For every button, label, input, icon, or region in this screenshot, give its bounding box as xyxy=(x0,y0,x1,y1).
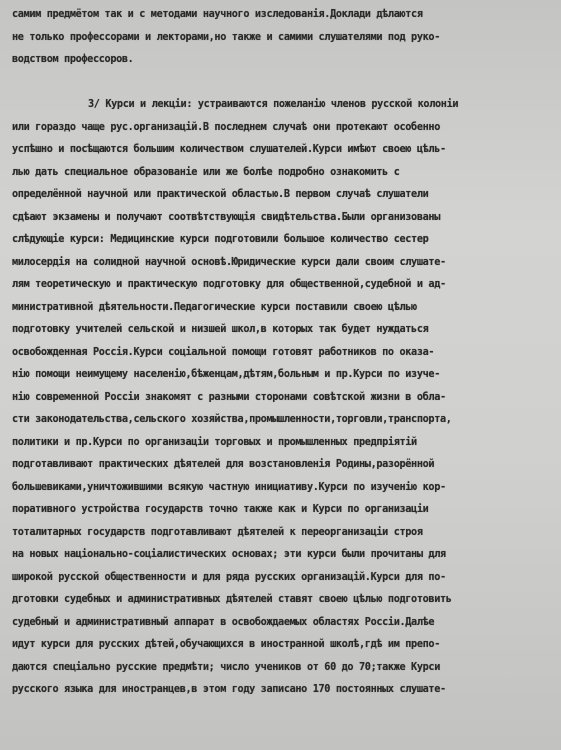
text-line: подготавливают практических дѣятелей для возстановленія Родины,разорённой xyxy=(12,459,435,470)
text-line: самим предмётом так и с методами научного изследованія.Доклади дѣлаются xyxy=(12,9,423,20)
text-line: определённой научной или практической областью.В первом случаѣ слушатели xyxy=(12,189,429,200)
text-line: поративного устройства государств точно также как и Курси по организаціи xyxy=(12,504,429,515)
text-line: судебный и административный аппарат в освобождаемых областях Россіи.Далѣе xyxy=(12,616,435,628)
text-line: идут курси для русских дѣтей,обучающихся в иностранной школѣ,гдѣ им препо- xyxy=(12,639,440,650)
text-line: русского языка для иностранцев,в этом году записано 170 постоянных слушате- xyxy=(12,684,446,695)
text-line: освобожденная Россія.Курси соціальной помощи готовят работников по оказа- xyxy=(12,346,435,358)
text-line: сдѣают экзамены и получают соотвѣтствующія свидѣтельства.Были организованы xyxy=(12,211,440,223)
text-line: министративной дѣятельности.Педагогические курси поставили своею цѣлью xyxy=(12,301,417,313)
text-line: политики и пр.Курси по организаціи торговых и промышленных предпріятій xyxy=(12,436,417,448)
text-line: широкой русской общественности и для ряда русских организацій.Курси для по- xyxy=(12,571,446,583)
text-line: тоталитарных государств подготавливают дѣятелей к переорганизаціи строя xyxy=(12,526,423,538)
text-line: 3/ Курси и лекціи: устраиваются пожеланію членов русской колоніи xyxy=(88,99,459,110)
text-line: нію современной Россіи знакомят с разными сторонами совѣтской жизни в обла- xyxy=(12,391,446,403)
text-line: подготовку учителей сельской и низшей школ,в которых так будет нуждаться xyxy=(12,324,429,335)
text-line: или гораздо чаще рус.организацій.В последнем случаѣ они протекают особенно xyxy=(12,121,440,133)
text-line: лью дать специальное образованіе или же болѣе подробно ознакомить с xyxy=(12,166,400,178)
text-line: дготовки судебных и административных дѣятелей ставят своею цѣлью подготовить xyxy=(12,594,452,605)
text-line: сти законодательства,сельского хозяйства,промышленности,торговли,транспорта, xyxy=(12,414,452,425)
text-line: успѣшно и посѣщаются большим количеством слушателей.Курси имѣют своею цѣль- xyxy=(12,144,446,155)
text-line: большевиками,уничтожившими всякую частную инициативу.Курси по изученію кор- xyxy=(12,481,446,493)
text-line: лям теоретическую и практическую подготовку для общественной,судебной и ад- xyxy=(12,279,446,290)
text-line: не только профессорами и лекторами,но также и самими слушателями под руко- xyxy=(12,31,440,43)
text-line: даются спеціально русские предмѣти; число учеников от 60 до 70;также Курси xyxy=(12,661,440,673)
text-line: на новых національно-соціалистических основах; эти курси были прочитаны для xyxy=(12,549,446,560)
text-line: нію помощи неимущему населенію,бѣженцам,дѣтям,больным и пр.Курси по изуче- xyxy=(12,369,440,380)
text-line: милосердія на солидной научной основѣ.Юридические курси дали своим слушате- xyxy=(12,256,446,268)
text-line: водством профессоров. xyxy=(12,54,134,65)
text-line: слѣдующіе курси: Медицинские курси подготовили большое количество сестер xyxy=(12,234,429,245)
